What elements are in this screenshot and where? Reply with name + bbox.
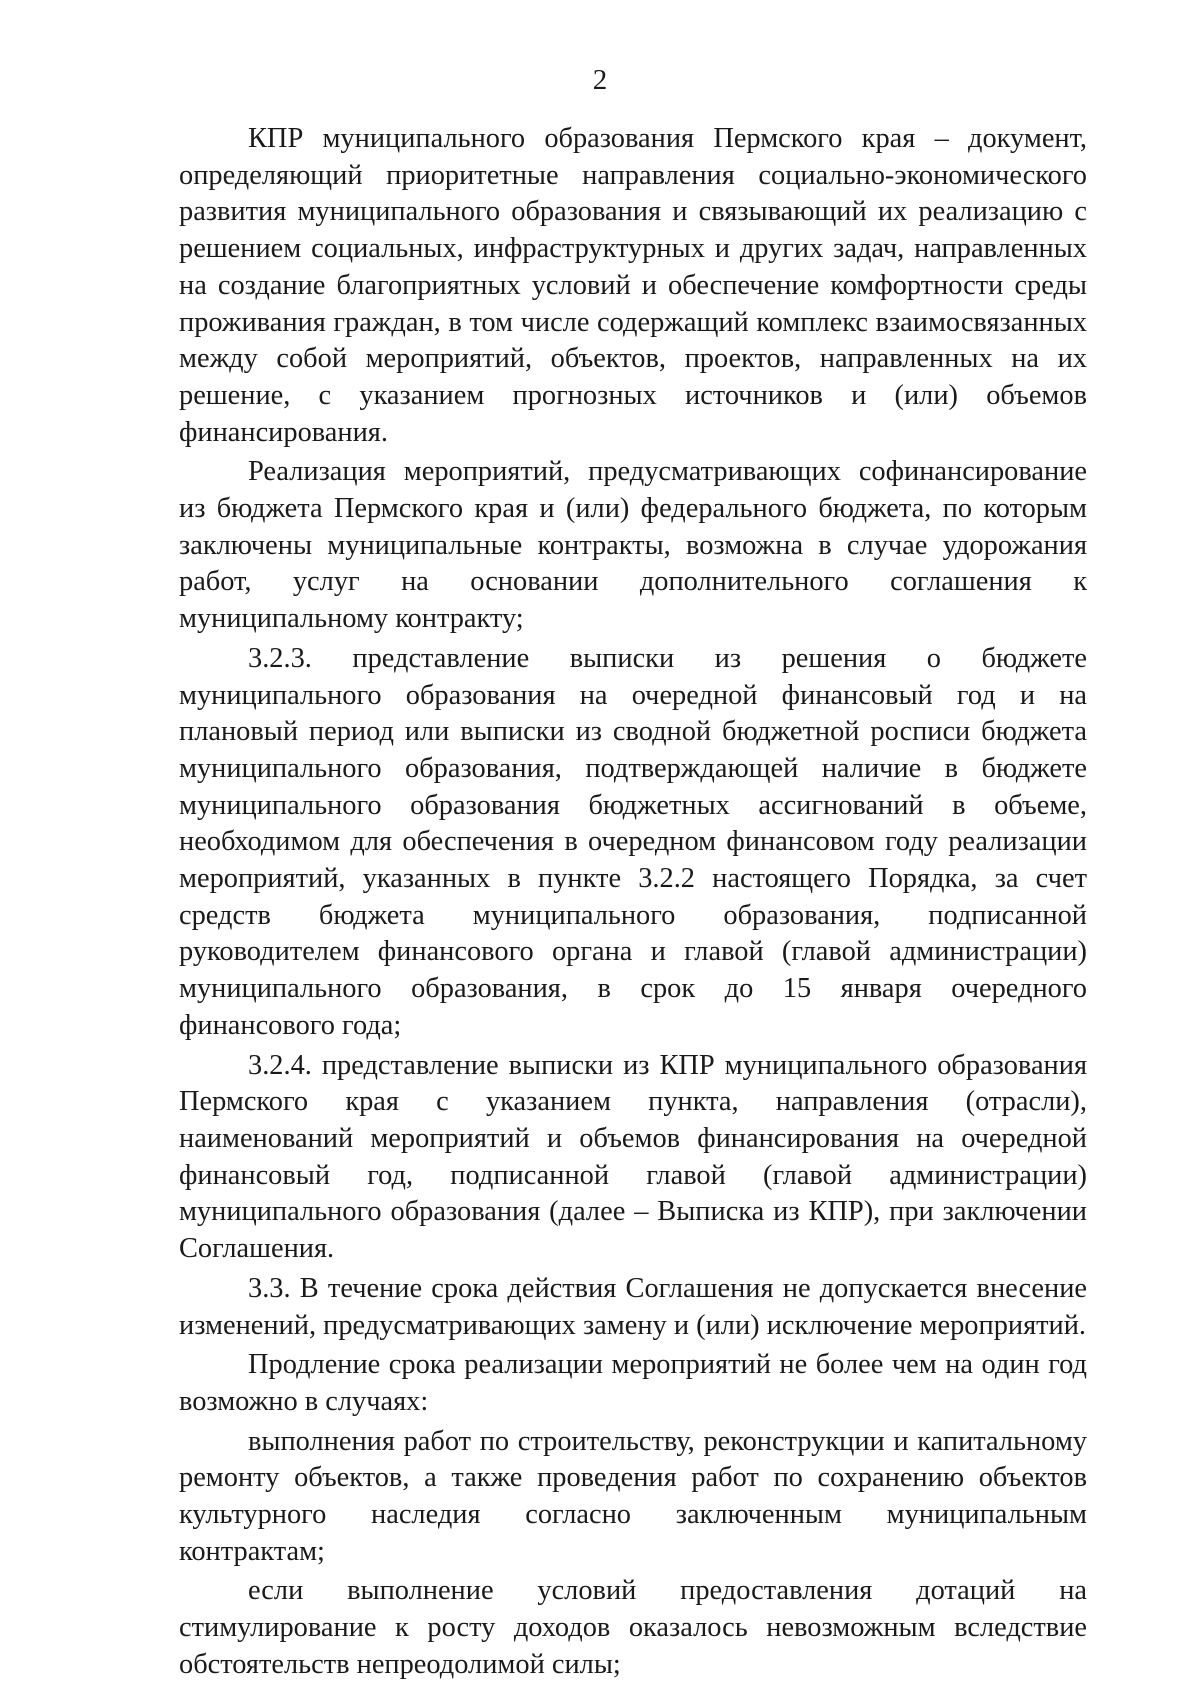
paragraph-construction-case: выполнения работ по строительству, реконструкции и капитальному ремонту объектов, а также проведения работ по сохранению объектов культурного наследия согласно заключенным муниципальным контрактам; (179, 1425, 1087, 1567)
paragraph-kpr-definition: КПР муниципального образования Пермского края – документ, определяющий приоритетные направления социально-экономического развития муниципального образования и связывающий их реализацию с решением социальных, инфраструктурных и других задач, направленных на создание благоприятных условий и обеспечение комфортности среды проживания граждан, в том числе содержащий комплекс взаимосвязанных между собой мероприятий, объектов, проектов, направленных на их решение, с указанием прогнозных источников и (или) объемов финансирования. (179, 123, 1087, 448)
page-number: 2 (592, 64, 608, 96)
paragraph-3-2-4: 3.2.4. представление выписки из КПР муниципального образования Пермского края с указанием пункта, направления (отрасли), наименований мероприятий и объемов финансирования на очередной финансовый год, подписанной главой (главой администрации) муниципального образования (далее – Выписка из КПР), при заключении Соглашения. (179, 1049, 1087, 1265)
paragraph-cofinancing: Реализация мероприятий, предусматривающих софинансирование из бюджета Пермского края и (или) федерального бюджета, по которым заключены муниципальные контракты, возможна в случае удорожания работ, услуг на основании дополнительного соглашения к муниципальному контракту; (179, 456, 1087, 635)
document-body (179, 121, 1087, 1684)
paragraph-force-majeure-case: если выполнение условий предоставления дотаций на стимулирование к росту доходов оказалось невозможным вследствие обстоятельств непреодолимой силы; (179, 1575, 1087, 1680)
paragraph-extension: Продление срока реализации мероприятий не более чем на один год возможно в случаях: (179, 1349, 1087, 1417)
paragraph-3-2-3: 3.2.3. представление выписки из решения о бюджете муниципального образования на очередной финансовый год и на плановый период или выписки из сводной бюджетной росписи бюджета муниципального образования, подтверждающей наличие в бюджете муниципального образования бюджетных ассигнований в объеме, необходимом для обеспечения в очередном финансовом году реализации мероприятий, указанных в пункте 3.2.2 настоящего Порядка, за счет средств бюджета муниципального образования, подписанной руководителем финансового органа и главой (главой администрации) муниципального образования, в срок до 15 января очередного финансового года; (179, 642, 1087, 1041)
paragraph-3-3: 3.3. В течение срока действия Соглашения не допускается внесение изменений, предусматривающих замену и (или) исключение мероприятий. (179, 1272, 1087, 1341)
